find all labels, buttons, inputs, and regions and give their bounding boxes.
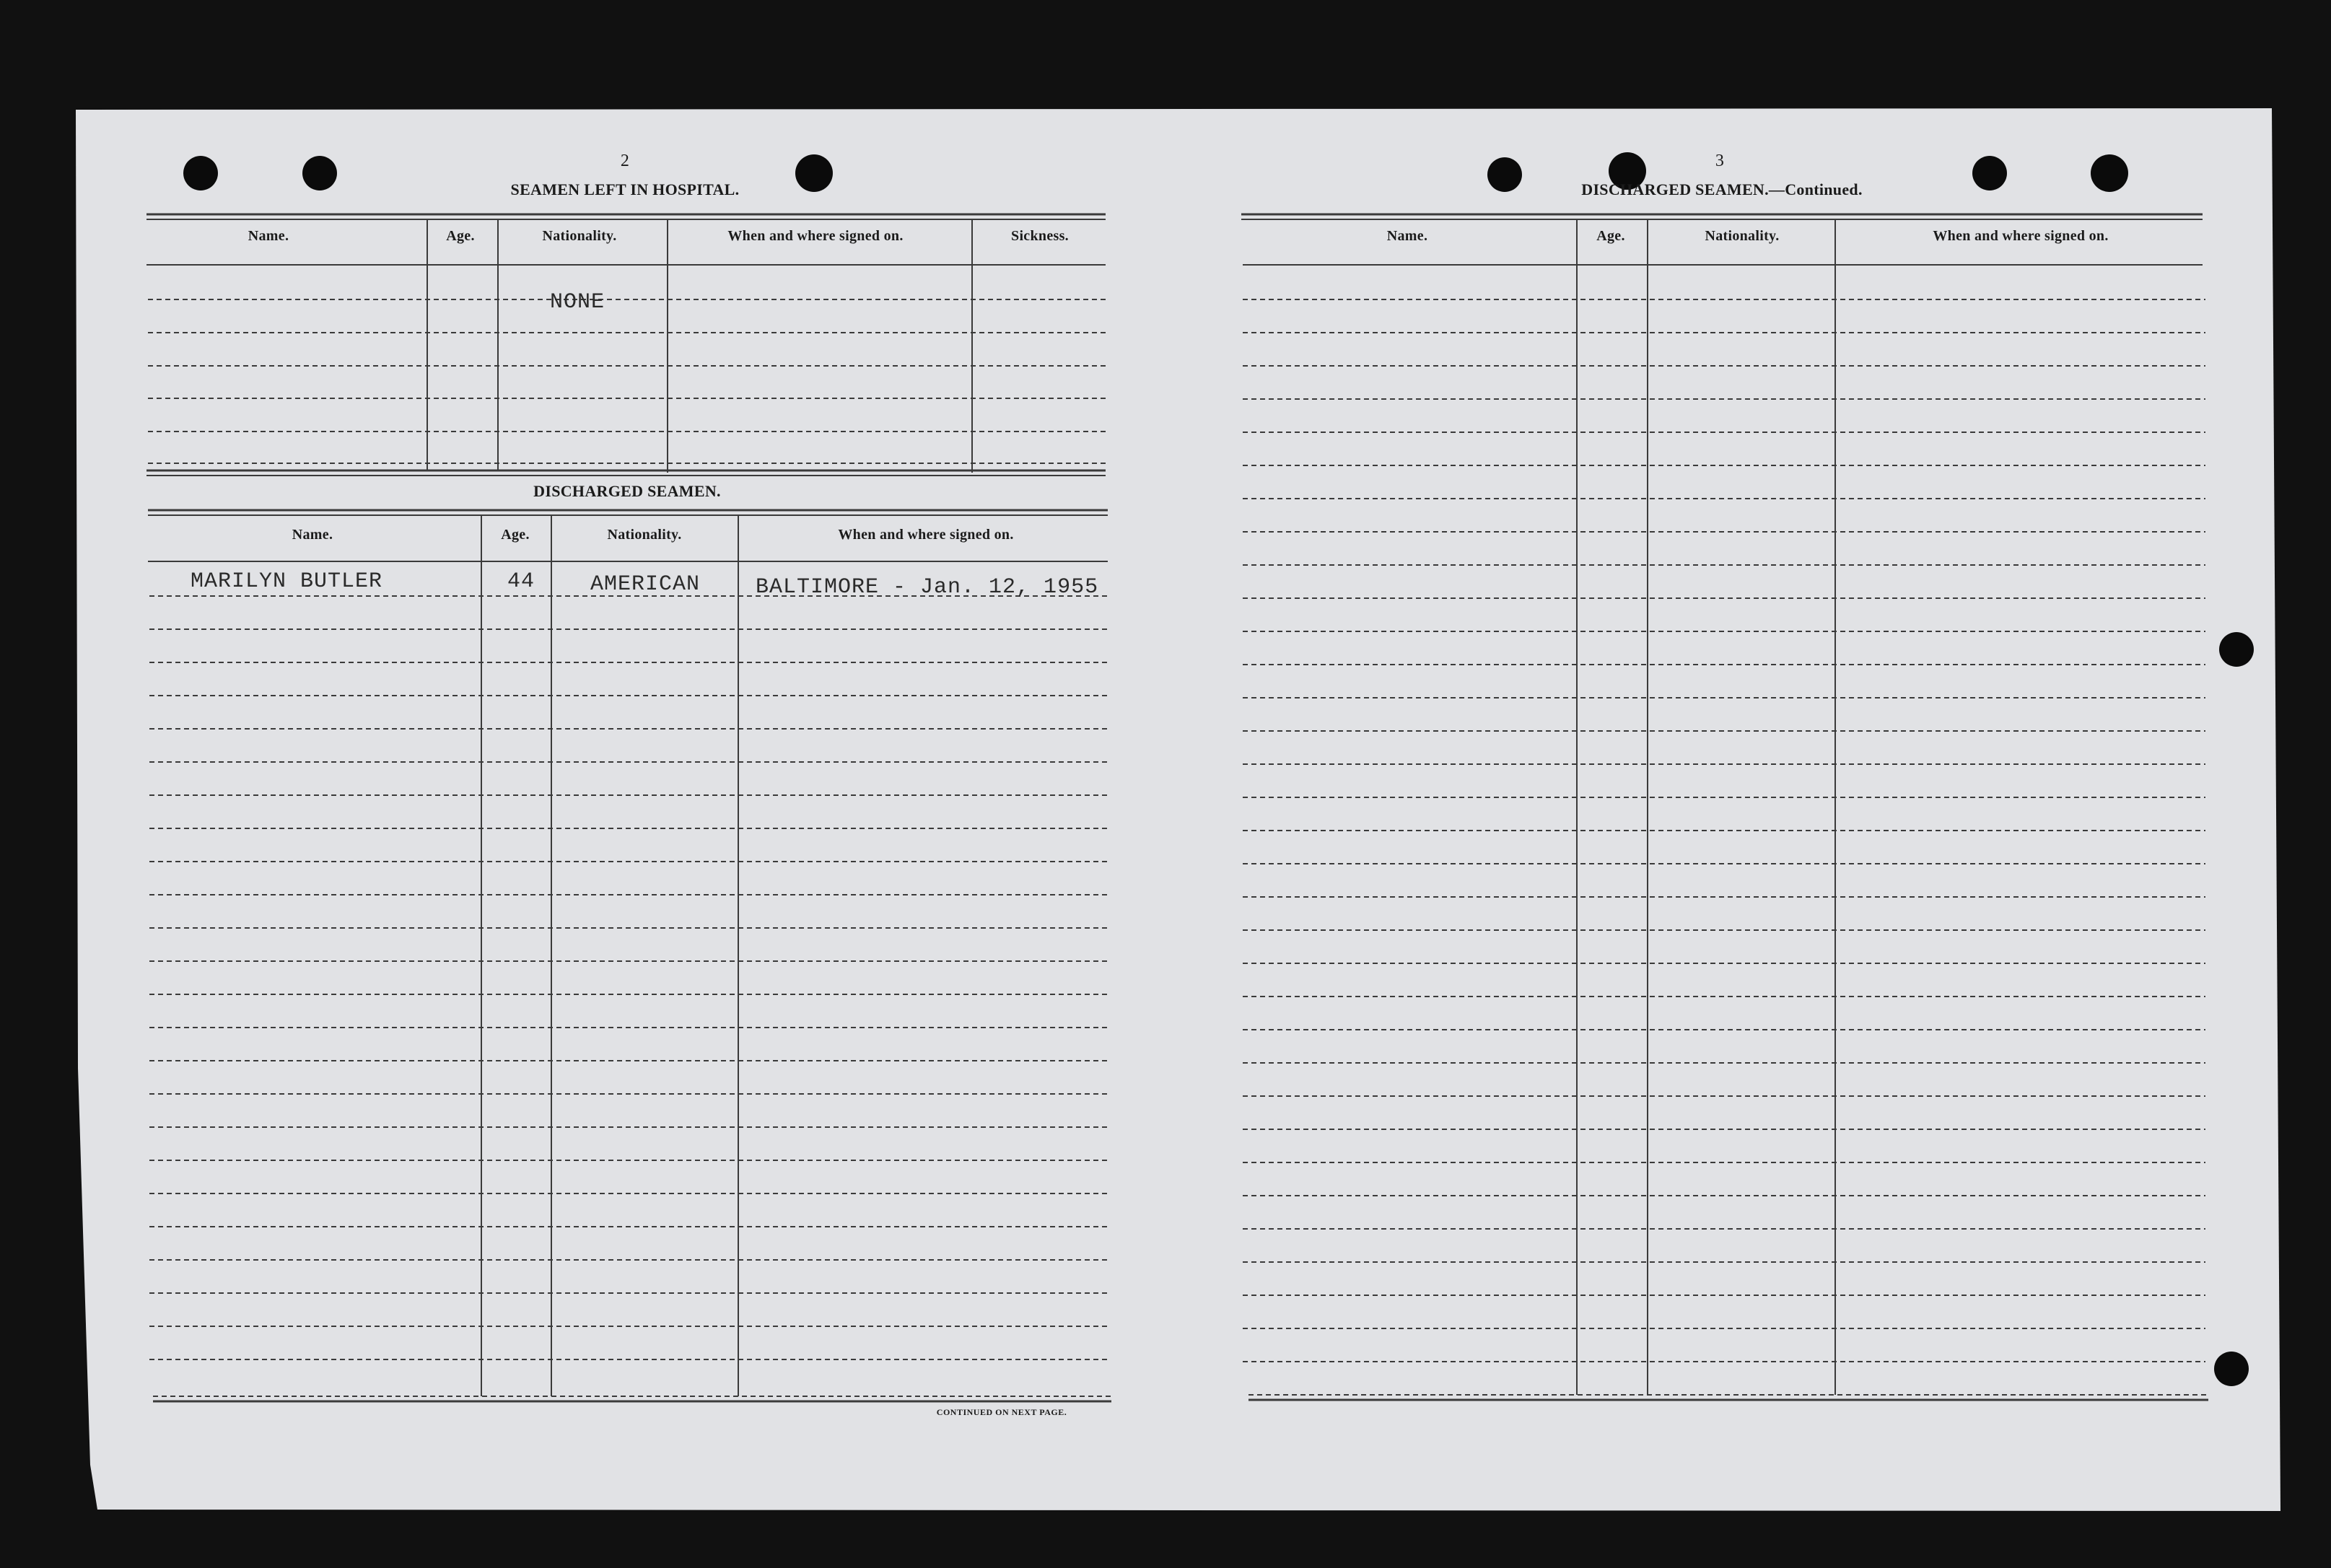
hospital-entry-none: NONE — [550, 290, 605, 315]
hospital-col-sickness: Sickness. — [1011, 228, 1069, 244]
punch-hole — [302, 156, 337, 190]
right-col-nationality: Nationality. — [1705, 228, 1780, 244]
hospital-col-name: Name. — [248, 228, 289, 244]
punch-hole — [183, 156, 218, 190]
punch-hole — [795, 154, 833, 192]
discharged-col-nationality: Nationality. — [607, 527, 682, 543]
continued-footer: CONTINUED ON NEXT PAGE. — [936, 1407, 1067, 1417]
punch-hole — [1972, 156, 2007, 190]
row-name: MARILYN BUTLER — [191, 569, 383, 594]
right-col-signed-on: When and where signed on. — [1933, 228, 2109, 244]
punch-hole — [2219, 632, 2254, 667]
right-section-title: DISCHARGED SEAMEN.—Continued. — [1581, 180, 1863, 198]
punch-hole — [1487, 157, 1522, 192]
punch-hole — [2091, 154, 2128, 192]
hospital-col-signed-on: When and where signed on. — [727, 228, 904, 244]
hospital-col-nationality: Nationality. — [542, 228, 617, 244]
row-age: 44 — [507, 569, 535, 594]
discharged-col-name: Name. — [292, 527, 333, 543]
discharged-col-signed-on: When and where signed on. — [838, 527, 1014, 543]
row-nationality: AMERICAN — [590, 572, 701, 597]
left-page-number: 2 — [620, 152, 630, 170]
right-col-name: Name. — [1386, 228, 1428, 244]
discharged-section-title: DISCHARGED SEAMEN. — [533, 482, 721, 500]
row-signed-on: BALTIMORE - Jan. 12, 1955 — [756, 575, 1099, 600]
hospital-col-age: Age. — [446, 228, 475, 244]
right-page-number: 3 — [1715, 152, 1725, 170]
paper-sheet — [76, 108, 2280, 1511]
hospital-section-title: SEAMEN LEFT IN HOSPITAL. — [510, 180, 740, 198]
punch-hole — [2214, 1352, 2249, 1386]
discharged-col-age: Age. — [501, 527, 530, 543]
right-col-age: Age. — [1596, 228, 1625, 244]
